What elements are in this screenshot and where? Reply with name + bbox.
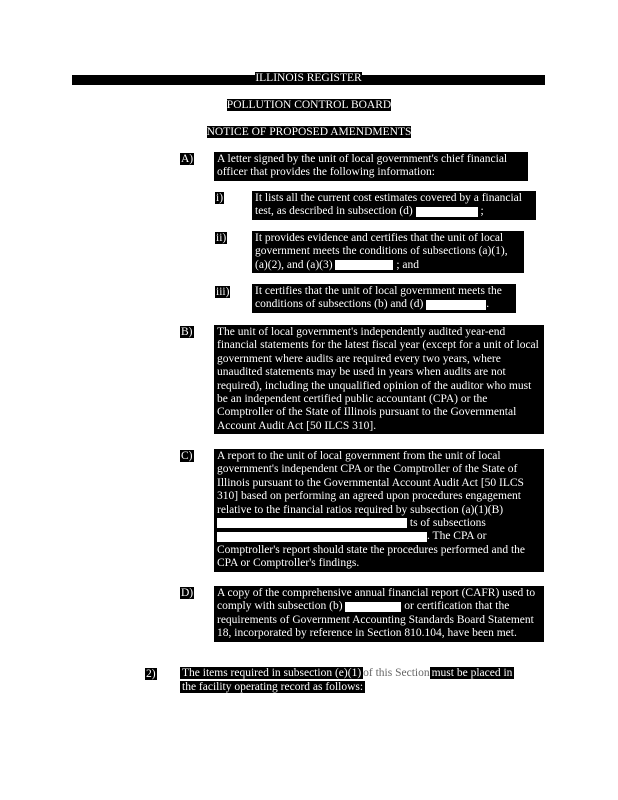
redaction-mark bbox=[335, 260, 393, 270]
item-b-text: The unit of local government's independently audited year-end financial statements for the latest fiscal year (except for a unit of local government where audits are required every two years, where unaudited statements may be used in years when audits are not required), including the unqualified opinion of the auditor who must be an independent certified public accountant (CPA) or the Comptroller of the State of Illinois pursuant to the Governmental Account Audit Act [50 ILCS 310]. bbox=[214, 325, 544, 434]
item-a-ii-text: It provides evidence and certifies that the unit of local government meets the conditions of subsections (a)(1), (a)(2), and (a)(3) ; and bbox=[252, 231, 524, 273]
item-a-iii-label: iii) bbox=[216, 286, 230, 298]
register-title: ILLINOIS REGISTER bbox=[255, 72, 362, 84]
item-a-ii-label: ii) bbox=[216, 232, 227, 244]
item-2-label: 2) bbox=[146, 668, 156, 680]
item-a-label: A) bbox=[181, 153, 194, 165]
item-a-i-text: It lists all the current cost estimates covered by a financial test, as described in subsection (d) ; bbox=[252, 191, 536, 220]
item-2-line-2: the facility operating record as follows: bbox=[182, 681, 364, 693]
item-b-label: B) bbox=[181, 326, 193, 338]
item-a-text: A letter signed by the unit of local government's chief financial officer that provides the following information: bbox=[214, 152, 528, 181]
notice-title: NOTICE OF PROPOSED AMENDMENTS bbox=[206, 126, 412, 138]
redaction-mark bbox=[217, 532, 427, 542]
redaction-mark bbox=[345, 602, 401, 612]
redaction-mark bbox=[416, 207, 478, 217]
item-c-label: C) bbox=[181, 450, 193, 462]
item-a-i-label: i) bbox=[216, 192, 224, 204]
item-d-text: A copy of the comprehensive annual financial report (CAFR) used to comply with subsection (b) or certification that the requirements of Government Accounting Standards Board Statement 18, incorporated by reference in Section 810.104, have been met. bbox=[214, 586, 544, 642]
item-2-line-1: The items required in subsection (e)(1) of this Section must be placed in bbox=[182, 667, 513, 679]
redaction-mark bbox=[426, 300, 486, 310]
board-title: POLLUTION CONTROL BOARD bbox=[226, 99, 392, 111]
item-d-label: D) bbox=[181, 587, 194, 599]
redaction-mark bbox=[217, 518, 407, 528]
item-c-text: A report to the unit of local government from the unit of local government's independent CPA or the Comptroller of the State of Illinois pursuant to the Governmental Account Audit Act [50 ILCS 310] based on performing an agreed upon procedures engagement relative to the financial ratios required by subsection (a)(1)(B) ts of subsections . The CPA or Comptroller's report should state the procedures performed and the CPA or Comptroller's findings. bbox=[214, 449, 544, 572]
item-a-iii-text: It certifies that the unit of local government meets the conditions of subsections (b) and (d) . bbox=[252, 284, 516, 313]
